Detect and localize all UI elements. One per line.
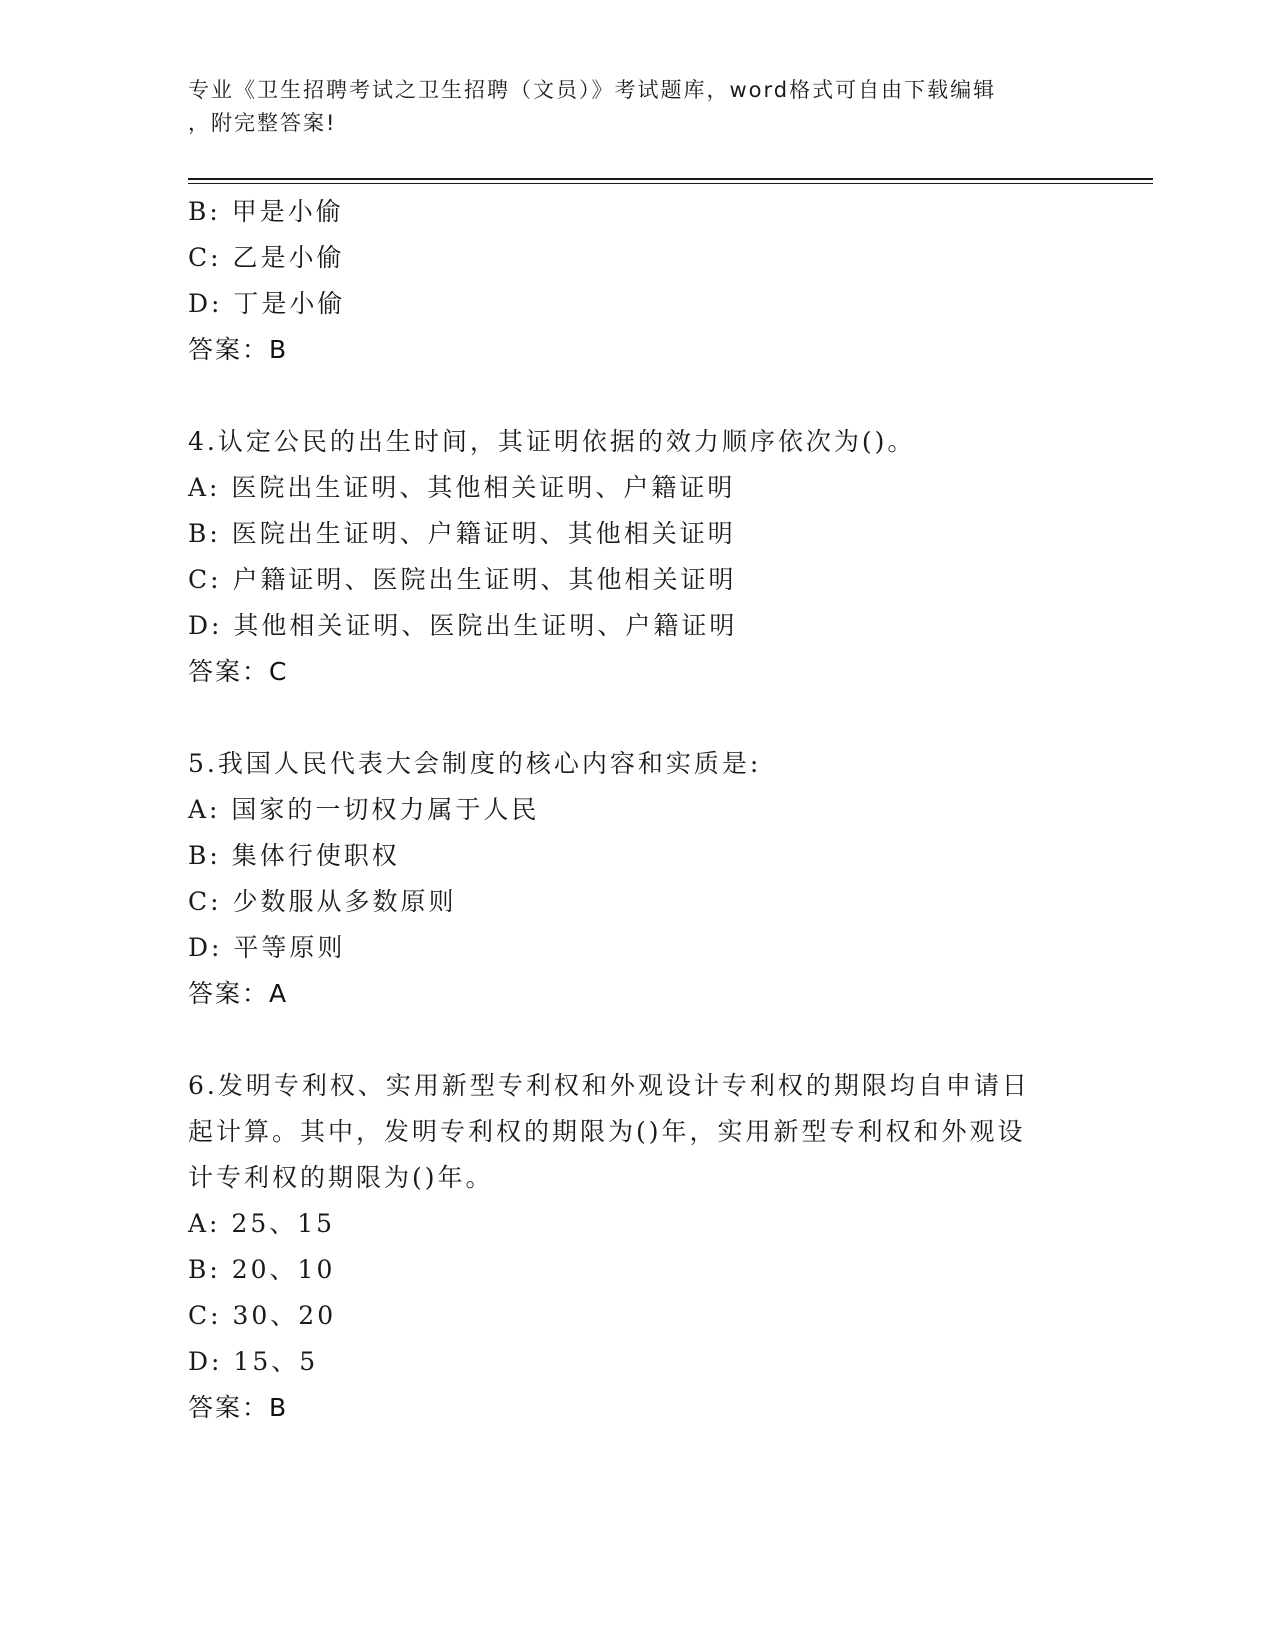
header-line-1: 专业《卫生招聘考试之卫生招聘（文员）》考试题库，word格式可自由下载编辑 [188,78,997,102]
option-b: B: 医院出生证明、户籍证明、其他相关证明 [188,519,736,548]
question-stem: 4.认定公民的出生时间，其证明依据的效力顺序依次为()。 [188,427,916,456]
option-c: C: 乙是小偷 [188,243,345,272]
option-c: C: 户籍证明、医院出生证明、其他相关证明 [188,565,737,594]
question-stem: 5.我国人民代表大会制度的核心内容和实质是: [188,749,762,778]
option-c: C: 少数服从多数原则 [188,887,457,916]
header-divider-thick [188,178,1153,180]
option-d: D: 15、5 [188,1347,319,1376]
option-a: A: 25、15 [188,1209,336,1238]
option-d: D: 平等原则 [188,933,346,962]
header-divider-thin [188,183,1153,184]
spacer [188,373,1068,419]
option-c: C: 30、20 [188,1301,337,1330]
option-a: A: 国家的一切权力属于人民 [188,795,540,824]
question-5 [188,741,1068,1017]
option-a: A: 医院出生证明、其他相关证明、户籍证明 [188,473,736,502]
question-6 [188,1063,1068,1431]
option-d: D: 丁是小偷 [188,289,346,318]
spacer [188,1017,1068,1063]
question-stem-line-2: 起计算。其中，发明专利权的期限为()年，实用新型专利权和外观设 [188,1117,1026,1146]
option-d: D: 其他相关证明、医院出生证明、户籍证明 [188,611,738,640]
question-3-continuation [188,189,1068,373]
spacer [188,695,1068,741]
answer-line: 答案：C [188,657,289,686]
answer-line: 答案：A [188,979,289,1008]
header-line-2: ，附完整答案! [188,111,337,135]
question-stem-line-1: 6.发明专利权、实用新型专利权和外观设计专利权的期限均自申请日 [188,1071,1030,1100]
option-b: B: 20、10 [188,1255,336,1284]
answer-line: 答案：B [188,335,289,364]
question-list [188,189,1068,1431]
option-b: B: 集体行使职权 [188,841,400,870]
answer-line: 答案：B [188,1393,289,1422]
document-header [188,74,1068,140]
question-stem-line-3: 计专利权的期限为()年。 [188,1163,494,1192]
option-b: B: 甲是小偷 [188,197,344,226]
question-4 [188,419,1068,695]
